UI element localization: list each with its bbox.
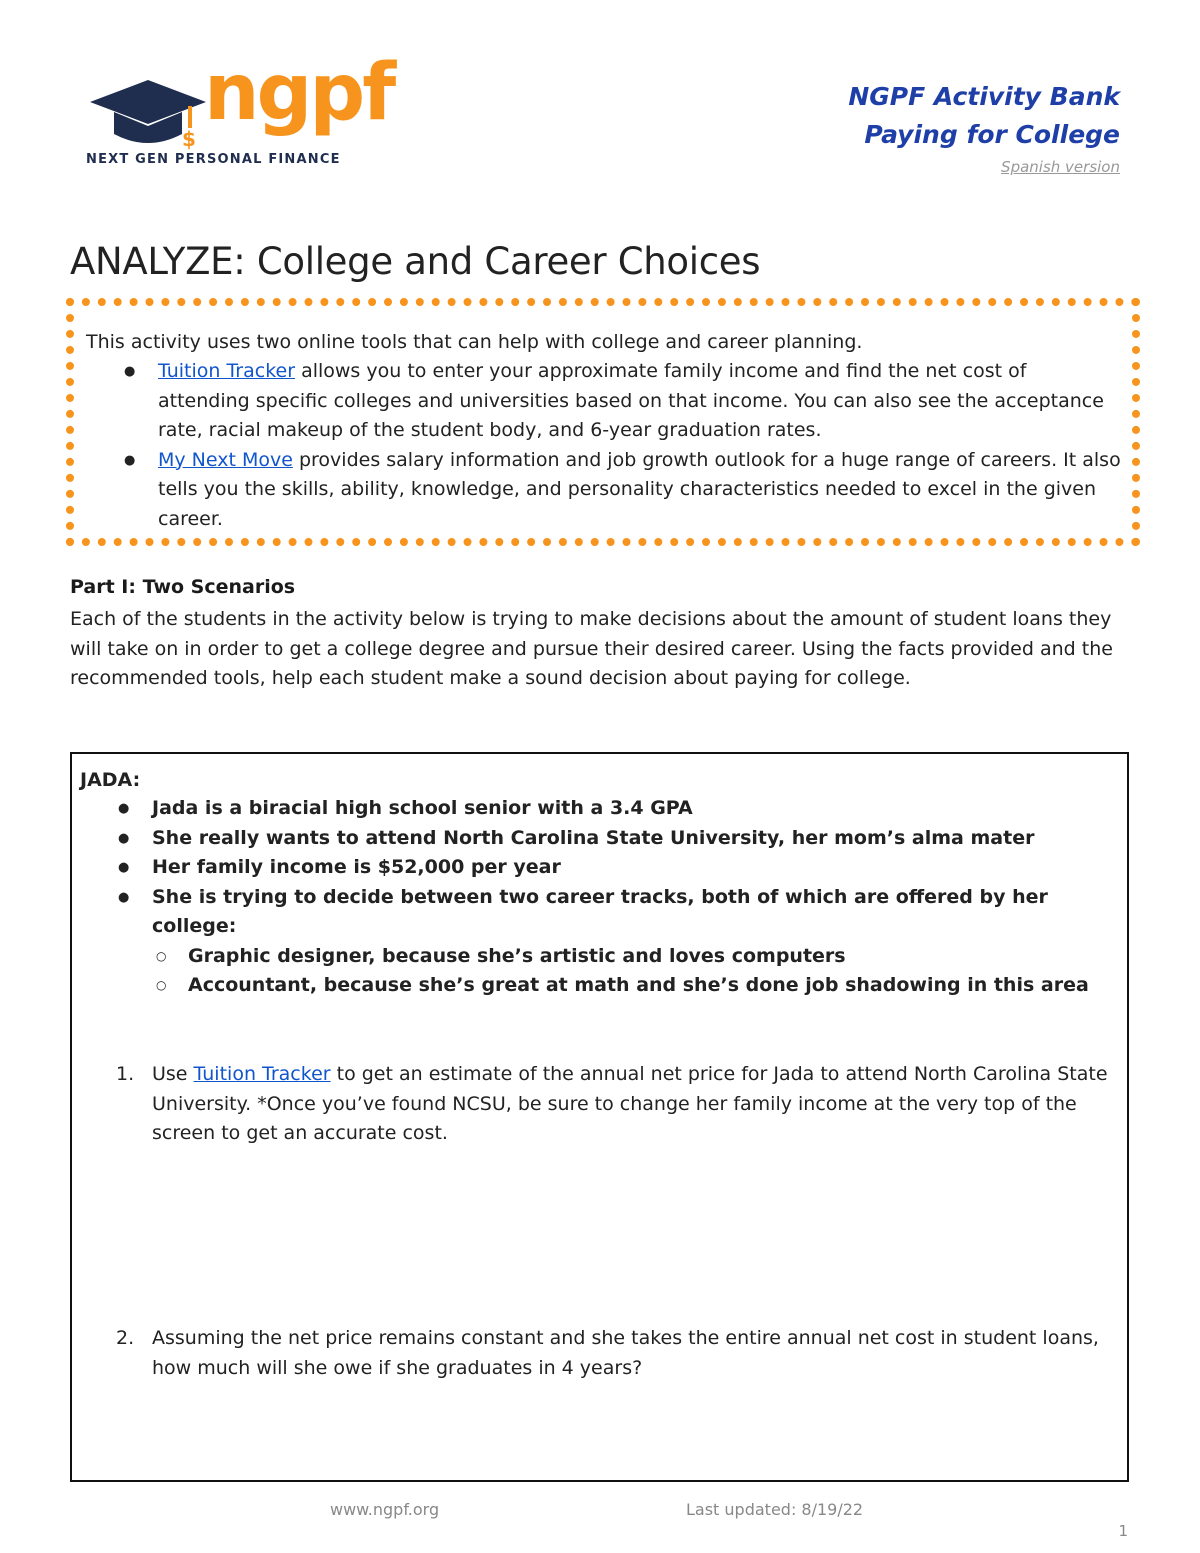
footer-url[interactable]: www.ngpf.org bbox=[330, 1500, 440, 1519]
tool-list bbox=[124, 357, 1124, 534]
part-description: Each of the students in the activity below is trying to make decisions about the amount of student loans they will take on in order to get a college degree and pursue their desired career. Using the facts provided and the recommended tools, help each student make a sound decision about paying for college. bbox=[70, 608, 1113, 689]
intro-box bbox=[66, 298, 1140, 546]
question-number: 1. bbox=[116, 1063, 135, 1085]
list-item: ● She really wants to attend North Carolina State University, her mom’s alma mater bbox=[118, 824, 1108, 854]
list-item: ● Jada is a biracial high school senior with a 3.4 GPA bbox=[118, 794, 1108, 824]
footer-last-updated: Last updated: 8/19/22 bbox=[686, 1500, 864, 1519]
career-item: ○ Graphic designer, because she’s artistic and loves computers bbox=[152, 942, 1108, 972]
question-text: to get an estimate of the annual net price for Jada to attend North Carolina State University. *Once you’ve found NCSU, be sure to change her family income at the very top of the screen to get an accurate cost. bbox=[152, 1063, 1108, 1144]
student-name: JADA: bbox=[80, 769, 141, 791]
question-1 bbox=[108, 1060, 1108, 1149]
graduation-cap-icon bbox=[86, 72, 216, 152]
list-item: ● Her family income is $52,000 per year bbox=[118, 853, 1108, 883]
career-track-intro: She is trying to decide between two career tracks, both of which are offered by her college: bbox=[152, 885, 1048, 937]
part-heading: Part I: Two Scenarios bbox=[70, 576, 296, 598]
logo-wordmark: ngpf bbox=[204, 48, 394, 138]
list-item bbox=[124, 446, 1124, 535]
question-number: 2. bbox=[116, 1327, 135, 1349]
list-item bbox=[118, 883, 1108, 1001]
career-item: ○ Accountant, because she’s great at math and she’s done job shadowing in this area bbox=[152, 971, 1108, 1001]
intro-lead: This activity uses two online tools that can help with college and career planning. bbox=[86, 331, 863, 353]
tuition-tracker-link[interactable]: Tuition Tracker bbox=[158, 360, 296, 382]
tool-description: allows you to enter your approximate family income and find the net cost of attending specific colleges and universities based on that income. You can also see the acceptance rate, racial makeup of the student body, and 6-year graduation rates. bbox=[158, 360, 1104, 441]
spanish-version-link[interactable]: Spanish version bbox=[1001, 158, 1120, 176]
page-number: 1 bbox=[1118, 1522, 1128, 1540]
activity-bank-label: NGPF Activity Bank bbox=[848, 82, 1120, 111]
header-block bbox=[848, 78, 1120, 180]
list-item bbox=[124, 357, 1124, 446]
logo-tagline: NEXT GEN PERSONAL FINANCE bbox=[86, 152, 341, 167]
question-text: Assuming the net price remains constant and she takes the entire annual net cost in student loans, how much will she owe if she graduates in 4 years? bbox=[152, 1327, 1099, 1379]
unit-label: Paying for College bbox=[864, 120, 1120, 149]
question-2 bbox=[108, 1324, 1108, 1383]
svg-text:$: $ bbox=[182, 127, 196, 151]
fact-list bbox=[118, 794, 1108, 1001]
my-next-move-link[interactable]: My Next Move bbox=[158, 448, 293, 471]
question-text: Use bbox=[152, 1063, 194, 1085]
ngpf-logo bbox=[86, 48, 394, 170]
tuition-tracker-link[interactable]: Tuition Tracker bbox=[193, 1063, 331, 1085]
scenario-box bbox=[70, 752, 1129, 1482]
tool-description: provides salary information and job growth outlook for a huge range of careers. It also tells you the skills, ability, knowledge, and personality characteristics needed to excel in the given career. bbox=[158, 448, 1121, 530]
career-list bbox=[152, 942, 1108, 1001]
page-title: ANALYZE: College and Career Choices bbox=[70, 240, 761, 283]
